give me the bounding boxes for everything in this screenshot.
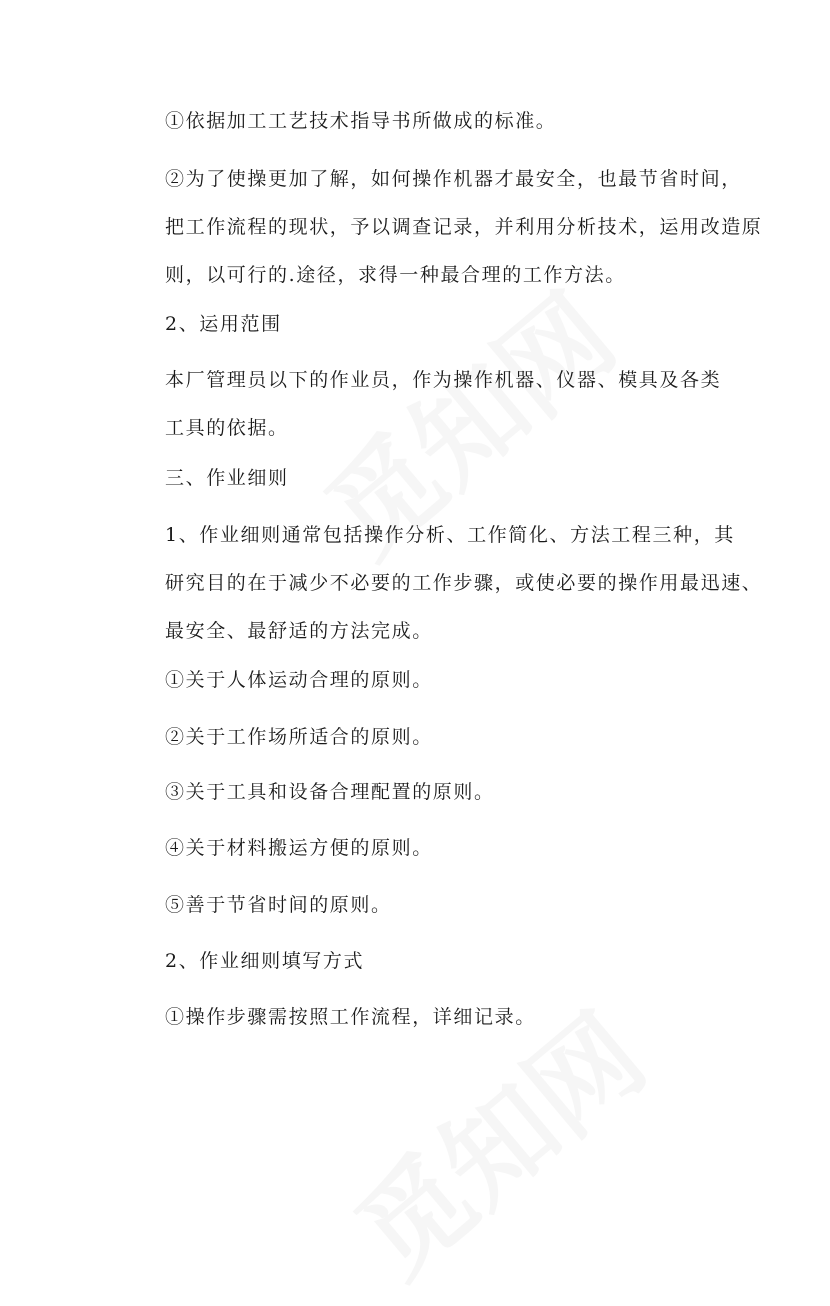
text-line: 工具的依据。 bbox=[165, 417, 289, 439]
paragraph bbox=[127, 356, 722, 452]
text-line: ②为了使操更加了解，如何操作机器才最安全，也最节省时间， bbox=[165, 168, 742, 190]
section-heading bbox=[127, 300, 707, 348]
text-line: 本厂管理员以下的作业员，作为操作机器、仪器、模具及各类 bbox=[165, 369, 722, 391]
paragraph bbox=[127, 511, 763, 655]
text-line: 则，以可行的.途径，求得一种最合理的工作方法。 bbox=[165, 264, 626, 286]
text-line: 1、作业细则通常包括操作分析、工作简化、方法工程三种，其 bbox=[165, 524, 735, 546]
text-line: 把工作流程的现状，予以调查记录，并利用分析技术，运用改造原 bbox=[165, 216, 763, 238]
list-item bbox=[127, 656, 707, 704]
list-item bbox=[127, 993, 707, 1041]
list-item bbox=[127, 881, 707, 929]
text-line: ①操作步骤需按照工作流程，详细记录。 bbox=[165, 1006, 536, 1028]
text-line: 三、作业细则 bbox=[165, 467, 289, 489]
text-line: ②关于工作场所适合的原则。 bbox=[165, 726, 433, 748]
list-item bbox=[127, 824, 707, 872]
paragraph bbox=[127, 155, 763, 299]
text-line: 研究目的在于减少不必要的工作步骤，或使必要的操作用最迅速、 bbox=[165, 572, 763, 594]
section-heading bbox=[127, 937, 707, 985]
section-heading bbox=[127, 454, 707, 502]
text-line: 最安全、最舒适的方法完成。 bbox=[165, 620, 433, 642]
list-item bbox=[127, 768, 707, 816]
text-line: 2、运用范围 bbox=[165, 313, 282, 335]
text-line: ③关于工具和设备合理配置的原则。 bbox=[165, 781, 495, 803]
text-line: ④关于材料搬运方便的原则。 bbox=[165, 837, 433, 859]
text-line: ①依据加工工艺技术指导书所做成的标准。 bbox=[165, 110, 557, 132]
text-line: ⑤善于节省时间的原则。 bbox=[165, 894, 392, 916]
paragraph bbox=[127, 97, 707, 145]
text-line: ①关于人体运动合理的原则。 bbox=[165, 669, 433, 691]
list-item bbox=[127, 713, 707, 761]
text-line: 2、作业细则填写方式 bbox=[165, 950, 365, 972]
